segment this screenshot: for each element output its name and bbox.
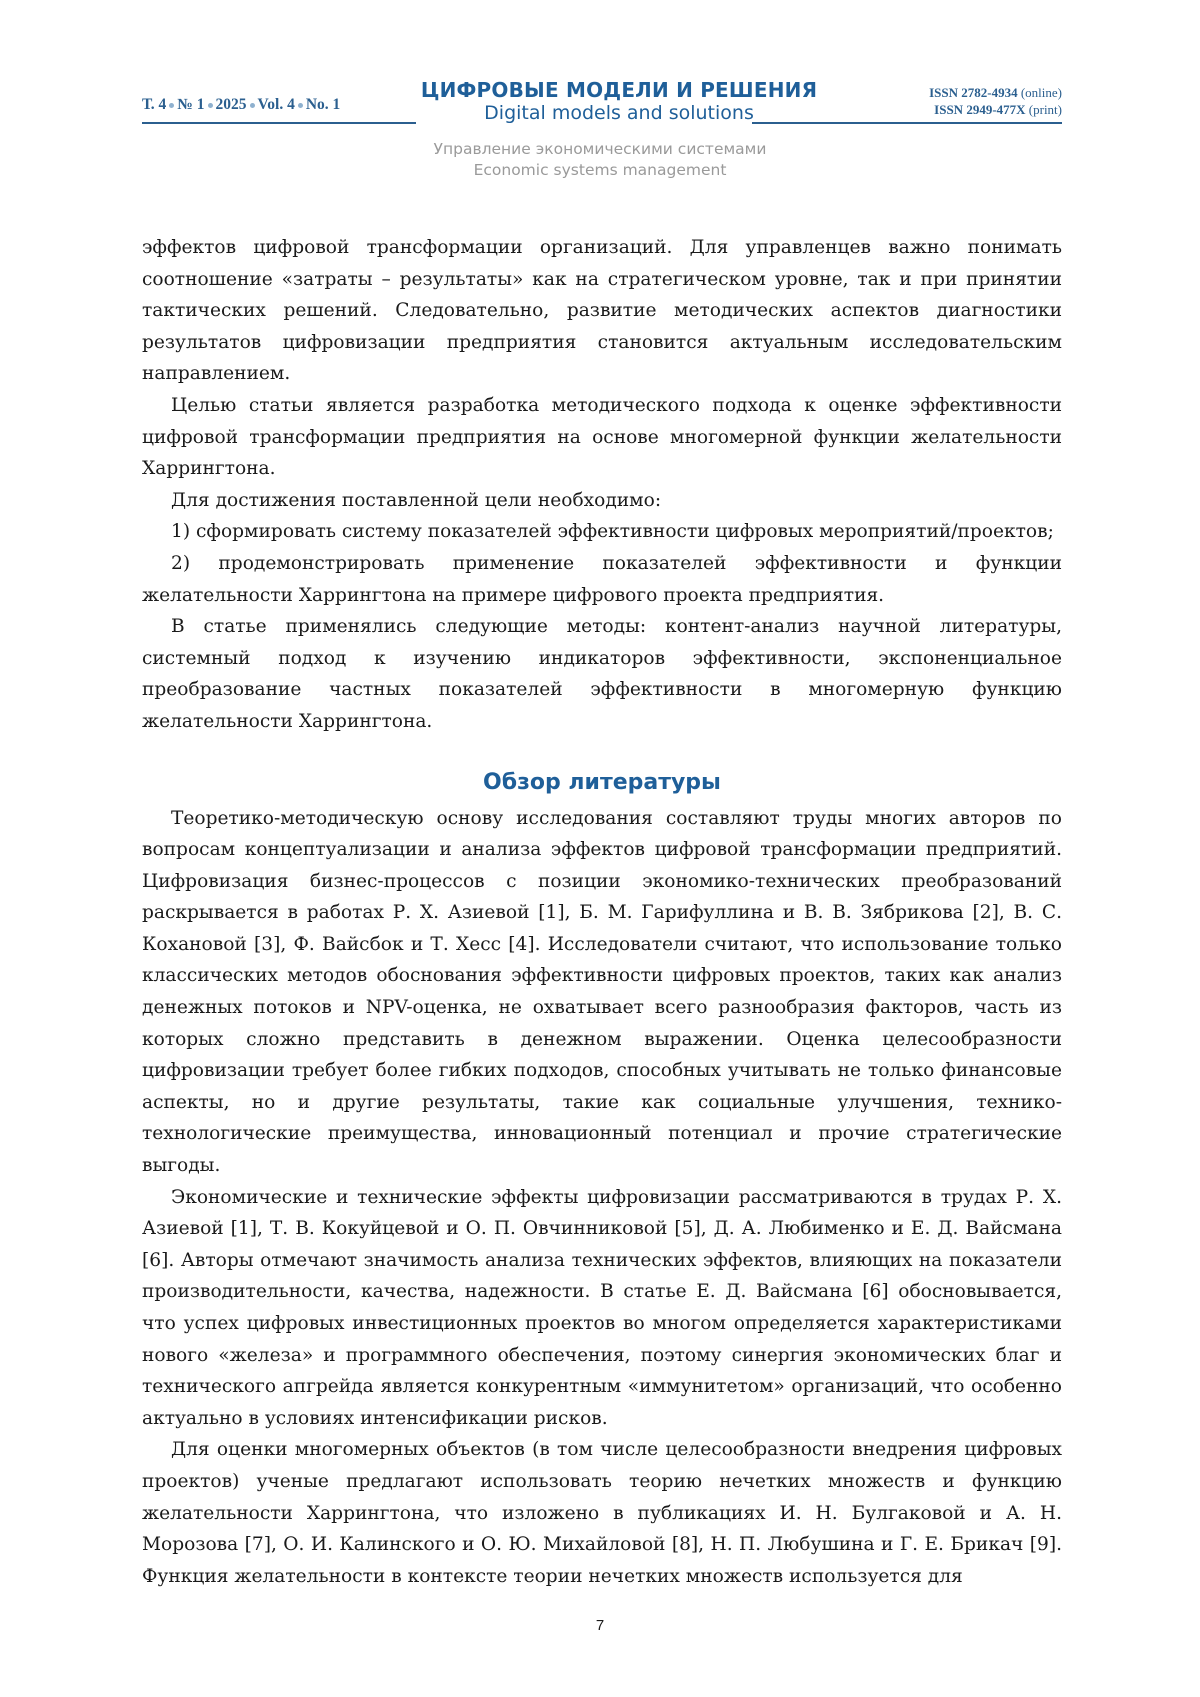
separator-dot-icon	[208, 103, 213, 108]
section-tag-ru: Управление экономическими системами	[0, 139, 1200, 160]
journal-header	[142, 78, 1062, 128]
paragraph: Теоретико-методическую основу исследования составляют труды многих авторов по вопросам концептуализации и анализа эффектов цифровой трансформации предприятий. Цифровизация бизнес-процессов с позиции экономико-технических преобразований раскрывается в работах Р. Х. Азиевой [1], Б. М. Гарифуллина и В. В. Зябрикова [2], В. С. Кохановой [3], Ф. Вайсбок и Т. Хесс [4]. Исследователи считают, что использование только классических методов обоснования эффективности цифровых проектов, таких как анализ денежных потоков и NPV-оценка, не охватывает всего разнообразия факторов, часть из которых сложно представить в денежном выражении. Оценка целесообразности цифровизации требует более гибких подходов, способных учитывать не только финансовые аспекты, но и другие результаты, такие как социальные улучшения, технико-технологические преимущества, инновационный потенциал и прочие стратегические выгоды.	[142, 803, 1062, 1182]
article-body	[142, 232, 1062, 1592]
paragraph: Для оценки многомерных объектов (в том числе целесообразности внедрения цифровых проектов) ученые предлагают использовать теорию нечетких множеств и функцию желательности Харрингтона, что изложено в публикациях И. Н. Булгаковой и А. Н. Морозова [7], О. И. Калинского и О. Ю. Михайловой [8], Н. П. Любушина и Г. Е. Брикач [9]. Функция желательности в контексте теории нечетких множеств используется для	[142, 1434, 1062, 1592]
page-number: 7	[0, 1617, 1200, 1634]
paragraph: эффектов цифровой трансформации организаций. Для управленцев важно понимать соотношение «затраты – результаты» как на стратегическом уровне, так и при принятии тактических решений. Следовательно, развитие методических аспектов диагностики результатов цифровизации предприятия становится актуальным исследовательским направлением.	[142, 232, 1062, 390]
issn-online-label: (online)	[1021, 85, 1062, 100]
literature-heading: Обзор литературы	[142, 767, 1062, 799]
section-tag	[0, 139, 1200, 181]
paragraph: Экономические и технические эффекты цифровизации рассматриваются в трудах Р. Х. Азиевой [1], Т. В. Кокуйцевой и О. П. Овчинниковой [5], Д. А. Любименко и Е. Д. Вайсмана [6]. Авторы отмечают значимость анализа технических эффектов, влияющих на показатели производительности, качества, надежности. В статье Е. Д. Вайсмана [6] обосновывается, что успех цифровых инвестиционных проектов во многом определяется характеристиками нового «железа» и программного обеспечения, поэтому синергия экономических благ и технического апгрейда является конкурентным «иммунитетом» организаций, что особенно актуально в условиях интенсификации рисков.	[142, 1182, 1062, 1435]
issn-print	[929, 101, 1062, 118]
issue-ru: № 1	[177, 96, 204, 113]
journal-title-block	[414, 78, 824, 124]
issn-block	[929, 84, 1062, 118]
issue-en: No. 1	[306, 96, 340, 113]
volume-en: Vol. 4	[258, 96, 295, 113]
issn-print-label: (print)	[1029, 102, 1062, 117]
header-rule-right	[752, 122, 1062, 124]
journal-title-ru: ЦИФРОВЫЕ МОДЕЛИ И РЕШЕНИЯ	[414, 78, 824, 102]
issn-online	[929, 84, 1062, 101]
paragraph: Целью статьи является разработка методического подхода к оценке эффективности цифровой трансформации предприятия на основе многомерной функции желательности Харрингтона.	[142, 390, 1062, 485]
paragraph: В статье применялись следующие методы: контент-анализ научной литературы, системный подход к изучению индикаторов эффективности, экспоненциальное преобразование частных показателей эффективности в многомерную функцию желательности Харрингтона.	[142, 611, 1062, 737]
separator-dot-icon	[169, 103, 174, 108]
paragraph: Для достижения поставленной цели необходимо:	[142, 485, 1062, 517]
issn-print-number: ISSN 2949-477X	[934, 102, 1025, 117]
volume-ru: Т. 4	[142, 96, 166, 113]
issn-online-number: ISSN 2782-4934	[929, 85, 1018, 100]
year: 2025	[216, 96, 247, 113]
issue-info	[142, 96, 340, 114]
list-item: 2) продемонстрировать применение показателей эффективности и функции желательности Харрингтона на примере цифрового проекта предприятия.	[142, 548, 1062, 611]
list-item: 1) сформировать систему показателей эффективности цифровых мероприятий/проектов;	[142, 516, 1062, 548]
separator-dot-icon	[298, 103, 303, 108]
header-rule-left	[142, 122, 416, 124]
journal-title-en: Digital models and solutions	[414, 102, 824, 124]
separator-dot-icon	[250, 103, 255, 108]
section-tag-en: Economic systems management	[0, 160, 1200, 181]
